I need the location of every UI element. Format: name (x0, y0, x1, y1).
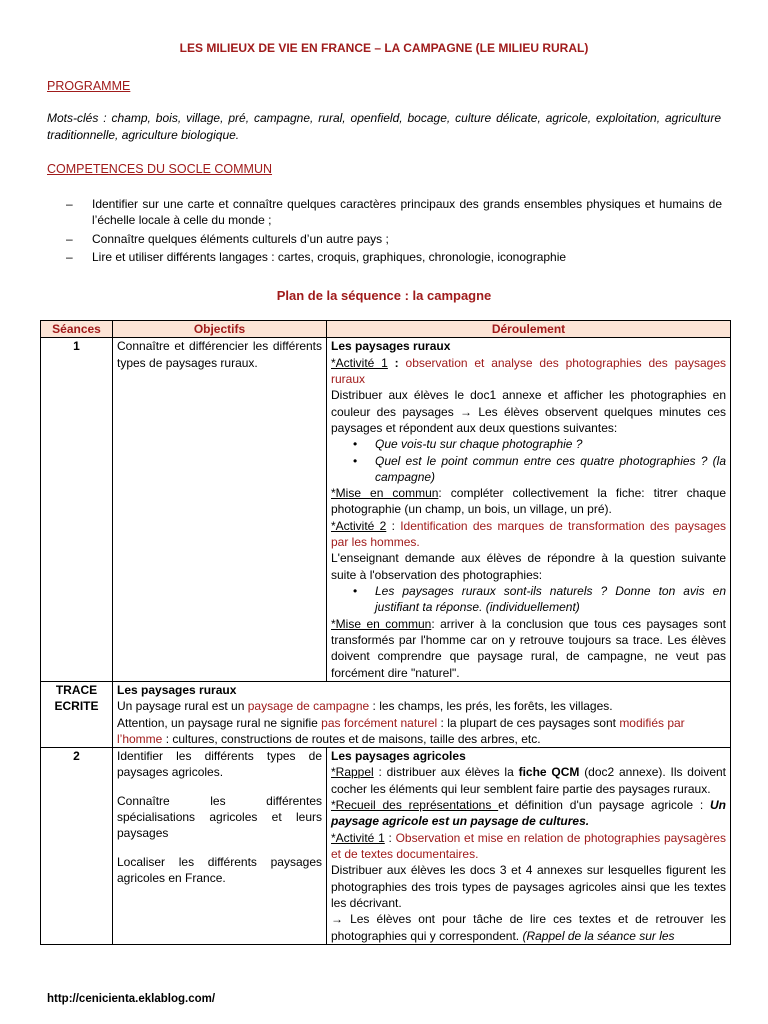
footer-url: http://cenicienta.eklablog.com/ (47, 993, 216, 1005)
section-title: Les paysages ruraux (331, 339, 451, 354)
section-title: Les paysages ruraux (117, 682, 237, 697)
competences-heading: COMPETENCES DU SOCLE COMMUN (47, 162, 273, 176)
activite-1: *Activité 1 : observation et analyse des photographies des paysages ruraux (331, 355, 727, 386)
header-objectifs: Objectifs (113, 321, 327, 338)
trace-line: Attention, un paysage rural ne signifie pas forcément naturel : la plupart de ces paysages sont modifiés par l’homme : cultures, constructions de routes et de maisons, taille des arbres, etc. (117, 715, 685, 746)
seance-number: 1 (41, 338, 113, 682)
header-seances: Séances (41, 321, 113, 338)
table-row (41, 748, 731, 945)
objectif-cell (113, 748, 327, 945)
paragraph: L'enseignant demande aux élèves de répondre à la question suivante suite à l'observation des photographies: (331, 551, 726, 582)
programme-heading: PROGRAMME (47, 79, 131, 93)
competence-item: – Lire et utiliser différents langages : cartes, croquis, graphiques, chronologie, iconographie (66, 249, 722, 265)
trace-label: TRACE ECRITE (41, 681, 113, 747)
trace-line: Un paysage rural est un paysage de campagne : les champs, les prés, les forêts, les villages. (117, 699, 613, 714)
document-title: LES MILIEUX DE VIE EN FRANCE – LA CAMPAGNE (LE MILIEU RURAL) (179, 41, 589, 55)
trace-cell (113, 681, 731, 747)
header-deroulement: Déroulement (327, 321, 731, 338)
rappel: *Rappel : distribuer aux élèves la fiche QCM (doc2 annexe). Ils doivent cocher les éléments qui leur semblent faire partie des paysages ruraux. (331, 765, 727, 796)
deroulement-cell (327, 748, 731, 945)
table-row (41, 681, 731, 747)
question: • Que vois-tu sur chaque photographie ? (361, 436, 726, 452)
paragraph: → Les élèves ont pour tâche de lire ces textes et de retrouver les photographies qui y correspondent. (Rappel de la séance sur les (331, 912, 726, 943)
recueil: *Recueil des représentations et définition d'un paysage agricole : Un paysage agricole est un paysage de cultures. (331, 798, 726, 829)
objectif: Identifier les différents types de paysages agricoles. (117, 749, 322, 780)
deroulement-cell (327, 338, 731, 682)
mise-en-commun: *Mise en commun: compléter collectivement la fiche: titrer chaque photographie (un champ, un bois, un village, un pré). (331, 486, 726, 517)
seance-number: 2 (41, 748, 113, 945)
mise-en-commun: *Mise en commun: arriver à la conclusion que tous ces paysages sont transformés par l'homme car on y retrouve toujours sa trace. Les élèves doivent comprendre que paysage rural, de campagne, ne veut pas forcément dire "naturel". (331, 616, 726, 680)
question-list (331, 583, 726, 616)
mots-cles: Mots-clés : champ, bois, village, pré, campagne, rural, openfield, bocage, culture délicate, agricole, exploitation, agriculture traditionnelle, agriculture biologique. (47, 111, 721, 143)
competence-item: – Connaître quelques éléments culturels d’un autre pays ; (66, 231, 722, 247)
activite-1: *Activité 1 : Observation et mise en relation de photographies paysagères et de textes documentaires. (331, 830, 726, 861)
paragraph: Distribuer aux élèves le doc1 annexe et afficher les photographies en couleur des paysages → Les élèves observent quelques minutes ces paysages et répondent aux deux questions suivantes: (331, 388, 726, 435)
objectif: Connaître les différentes spécialisations agricoles et leurs paysages (117, 793, 322, 841)
sequence-table (40, 320, 731, 945)
question-list (331, 436, 726, 485)
question: • Quel est le point commun entre ces quatre photographies ? (la campagne) (361, 453, 726, 486)
objectif-cell: Connaître et différencier les différents types de paysages ruraux. (113, 338, 327, 682)
activite-2: *Activité 2 : Identification des marques de transformation des paysages par les hommes. (331, 518, 726, 550)
table-row (41, 338, 731, 682)
competences-list (66, 196, 722, 267)
plan-title: Plan de la séquence : la campagne (276, 288, 492, 303)
table-header-row (41, 321, 731, 338)
competence-item: – Identifier sur une carte et connaître quelques caractères principaux des grands ensembles physiques et humains de l’échelle locale à celle du monde ; (66, 196, 722, 229)
paragraph: Distribuer aux élèves les docs 3 et 4 annexes sur lesquelles figurent les photographies des trois types de paysages agricoles ainsi que les textes les décrivant. (331, 863, 726, 910)
question: • Les paysages ruraux sont-ils naturels ? Donne ton avis en justifiant ta réponse. (individuellement) (361, 583, 726, 616)
objectif: Localiser les différents paysages agricoles en France. (117, 854, 322, 885)
section-title: Les paysages agricoles (331, 749, 466, 764)
